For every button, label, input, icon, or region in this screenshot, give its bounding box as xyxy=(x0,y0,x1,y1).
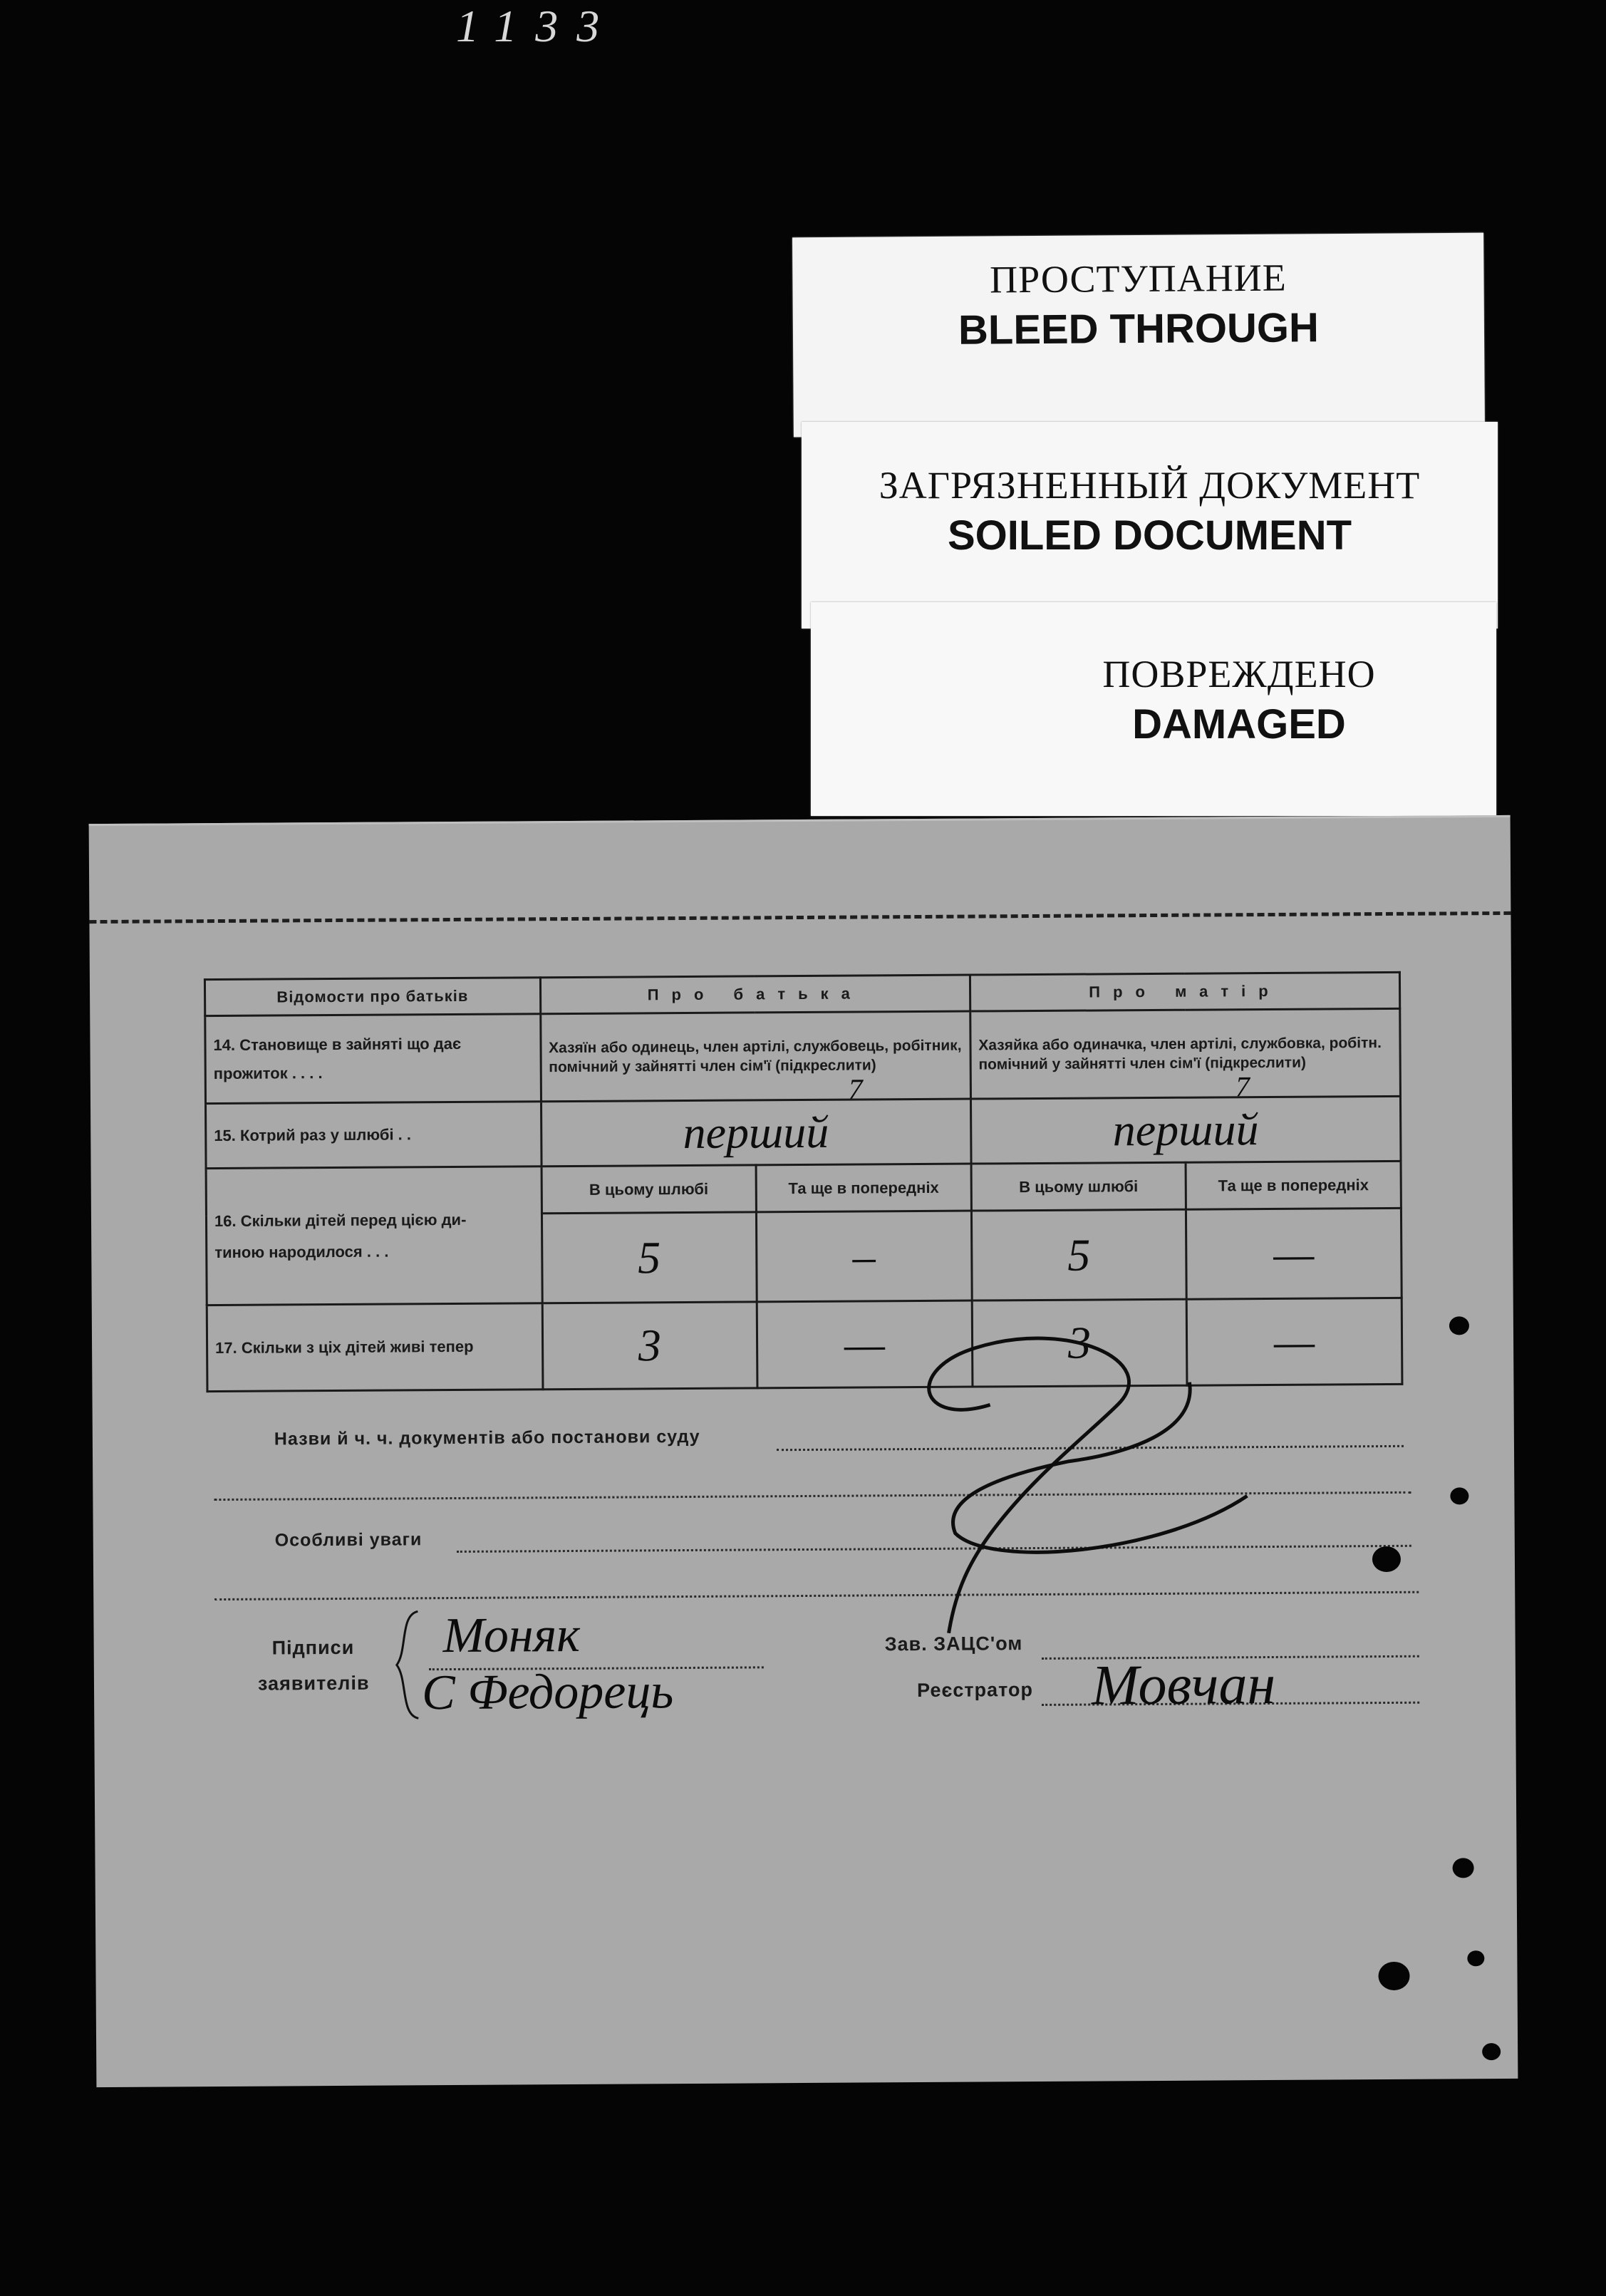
row14-label xyxy=(205,1014,541,1104)
label-en: SOILED DOCUMENT xyxy=(947,512,1352,559)
row17-father-previous: — xyxy=(757,1300,973,1388)
header-father: Про батька xyxy=(540,975,970,1014)
father-options-text: Хазяїн або одинець, член артілі, службовець, робітник, помічний у зайнятті член сім'ї (підкреслити) xyxy=(549,1037,962,1076)
children-subheader-row xyxy=(206,1161,1401,1215)
label-ru: ЗАГРЯЗНЕННЫЙ ДОКУМЕНТ xyxy=(879,464,1421,507)
row17-father-this: 3 xyxy=(542,1302,757,1390)
row14-label-line2: прожиток . . . . xyxy=(213,1064,323,1083)
brace-icon xyxy=(393,1608,422,1722)
row16-father-previous: – xyxy=(756,1211,972,1302)
header-parents-info: Відомости про батьків xyxy=(204,978,540,1016)
label-en: BLEED THROUGH xyxy=(958,304,1320,353)
mother-options-text: Хазяйка або одиначка, член артілі, службовка, робітн. помічний у зайнятті член сім'ї (підкреслити) xyxy=(978,1035,1382,1073)
documents-label: Назви й ч. ч. документів або постанови суду xyxy=(274,1426,700,1449)
table-row-14 xyxy=(205,1008,1401,1103)
subheader-father-this-marriage: В цьому шлюбі xyxy=(542,1165,757,1214)
large-seven-mark xyxy=(890,1317,1391,1676)
punch-hole xyxy=(1453,1858,1474,1878)
punch-hole xyxy=(1450,1487,1468,1504)
label-ru: ПРОСТУПАНИЕ xyxy=(989,256,1287,301)
row14-mother-options xyxy=(970,1008,1400,1103)
row16-label-line1: 16. Скільки дітей перед цією ди- xyxy=(214,1210,467,1230)
punch-hole xyxy=(1482,2043,1501,2060)
punch-hole xyxy=(1467,1950,1484,1966)
father-marriage-count: перший xyxy=(541,1099,971,1167)
remarks-label: Особливі уваги xyxy=(274,1529,423,1551)
label-en: DAMAGED xyxy=(1132,701,1346,748)
subheader-father-previous: Та ще в попередніх xyxy=(756,1164,971,1212)
applicant-2-signature: С Федорець xyxy=(421,1664,674,1721)
header-mother: Про матір xyxy=(970,972,1400,1011)
table-row-15 xyxy=(206,1096,1402,1168)
subheader-mother-this-marriage: В цьому шлюбі xyxy=(971,1162,1186,1211)
row16-label xyxy=(206,1167,542,1305)
perforation-line xyxy=(89,911,1511,924)
bleed-through-label-card xyxy=(792,233,1485,438)
soiled-document-label-card xyxy=(802,422,1498,629)
registry-form-sheet xyxy=(89,815,1518,2087)
row15-label: 15. Котрий раз у шлюбі . . xyxy=(206,1102,542,1169)
registry-head-label: Зав. ЗАЦС'ом xyxy=(884,1633,1023,1655)
applicants-label-line1: Підписи xyxy=(271,1636,355,1659)
row16-mother-previous: — xyxy=(1186,1208,1402,1299)
applicant-1-signature: Моняк xyxy=(442,1607,581,1664)
punch-hole xyxy=(1378,1962,1409,1990)
film-frame-number: 1133 xyxy=(456,1,618,51)
row16-label-line2: тиною народилося . . . xyxy=(214,1242,389,1261)
row16-father-this: 5 xyxy=(542,1212,757,1303)
subheader-mother-previous: Та ще в попередніх xyxy=(1186,1161,1401,1209)
registrar-label: Реєстратор xyxy=(916,1679,1034,1702)
row17-mother-this: 3 xyxy=(972,1299,1187,1387)
damaged-label-card xyxy=(811,602,1496,816)
large-handwritten-mark xyxy=(890,1317,1391,1676)
registrar-signature: Мовчан xyxy=(1091,1653,1276,1717)
row17-mother-previous: — xyxy=(1186,1298,1402,1385)
row14-label-line1: 14. Становище в зайняті що дає xyxy=(213,1034,462,1055)
label-ru: ПОВРЕЖДЕНО xyxy=(1102,653,1376,695)
father-occupation-mark: 7 xyxy=(848,1072,863,1105)
punch-hole xyxy=(1372,1546,1401,1572)
mother-marriage-count: перший xyxy=(970,1096,1401,1164)
row14-father-options xyxy=(540,1011,970,1105)
row17-label: 17. Скільки з ціх дітей живі тепер xyxy=(207,1303,542,1392)
punch-hole xyxy=(1449,1316,1469,1335)
row16-mother-this: 5 xyxy=(971,1209,1186,1300)
mother-occupation-mark: 7 xyxy=(1235,1070,1250,1103)
applicants-label-line2: заявителів xyxy=(257,1672,370,1695)
